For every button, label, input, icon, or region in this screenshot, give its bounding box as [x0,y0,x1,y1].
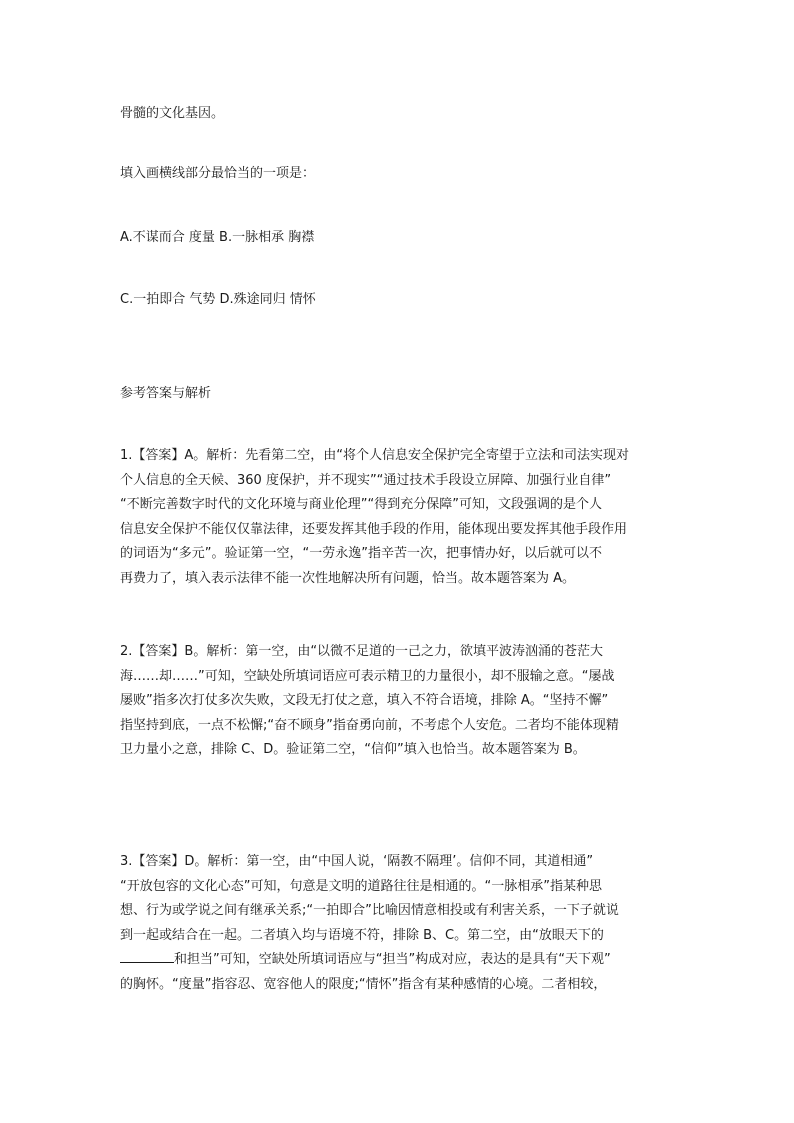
answer-3-line: 想、行为或学说之间有继承关系;“一拍即合”比喻因情意相投或有利害关系，一下子就说 [120,903,619,919]
answer-3-line: 的胸怀。“度量”指容忍、宽容他人的限度;“情怀”指含有某种感情的心境。二者相较， [120,976,607,992]
answer-3-line: 3.【答案】D。解析：第一空，由“中国人说，‘隔教不隔理’。信仰不同，其道相通” [120,854,594,869]
answers-heading: 参考答案与解析 [120,386,212,401]
answer-1-paragraph [120,444,680,592]
answer-3-line: 到一起或结合在一起。二者填入均与语境不符，排除 B、C。第二空，由“放眼天下的 [120,927,604,943]
answer-2-line: 卫力量小之意，排除 C、D。验证第二空，“信仰”填入也恰当。故本题答案为 B。 [120,742,586,758]
answer-3-paragraph [120,850,680,998]
answer-1-line: 信息安全保护不能仅仅靠法律，还要发挥其他手段的作用，能体现出要发挥其他手段作用 [120,521,628,537]
answer-3-blank-line [120,948,680,973]
answer-2-line: 指坚持到底，一点不松懈;“奋不顾身”指奋勇向前，不考虑个人安危。二者均不能体现精 [120,717,619,733]
answer-3-line: 和担当”可知，空缺处所填词语应与“担当”构成对应，表达的是具有“天下观” [174,952,611,968]
answer-1-line: 个人信息的全天候、360 度保护，并不现实”“通过技术手段设立屏障、加强行业自律” [120,472,612,488]
answer-2-paragraph [120,640,680,763]
answer-1-line: 的词语为“多元”。验证第一空，“一劳永逸”指辛苦一次，把事情办好，以后就可以不 [120,546,602,562]
answer-2-line: 2.【答案】B。解析：第一空，由“以微不足道的一己之力，欲填平波涛汹涌的苍茫大 [120,644,604,659]
options-line-cd: C.一拍即合 气势 D.殊途同归 情怀 [120,292,316,307]
options-line-ab: A.不谋而合 度量 B.一脉相承 胸襟 [120,230,315,245]
answer-1-line: 1.【答案】A。解析：先看第二空，由“将个人信息安全保护完全寄望于立法和司法实现对 [120,448,630,463]
answer-2-line: 海……却……”可知，空缺处所填词语应可表示精卫的力量很小，却不服输之意。“屡战 [120,668,615,684]
answer-2-line: 屡败”指多次打仗多次失败，文段无打仗之意，填入不符合语境，排除 A。“坚持不懈” [120,693,609,709]
answer-1-line: “不断完善数字时代的文化环境与商业伦理”“得到充分保障”可知，文段强调的是个人 [120,497,602,513]
fill-in-blank [120,948,174,963]
question-prompt: 填入画横线部分最恰当的一项是： [120,166,316,181]
question-tail-text: 骨髓的文化基因。 [120,106,225,121]
answer-3-line: “开放包容的文化心态”可知，句意是文明的道路往往是相通的。“一脉相承”指某种思 [120,878,602,894]
answer-1-line: 再费力了，填入表示法律不能一次性地解决所有问题，恰当。故本题答案为 A。 [120,570,576,586]
